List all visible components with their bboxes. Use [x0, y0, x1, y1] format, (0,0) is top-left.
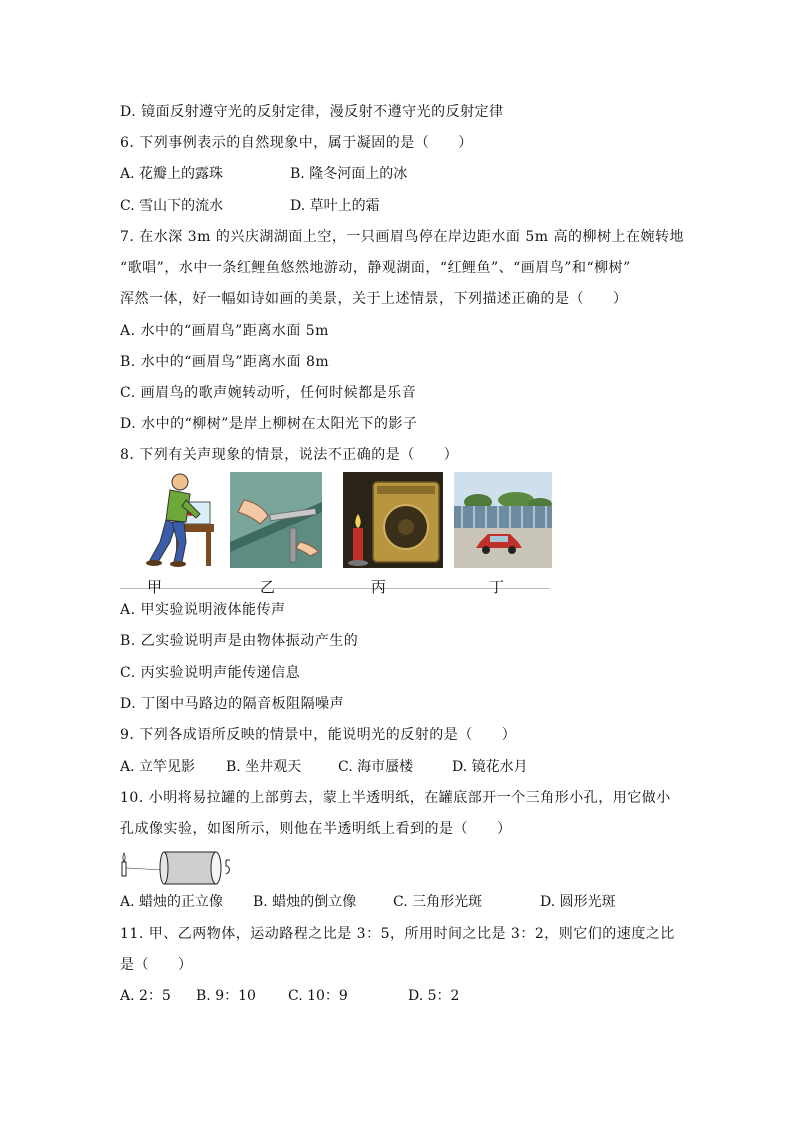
question-11-line-1: 11. 甲、乙两物体，运动路程之比是 3：5，所用时间之比是 3：2，则它们的速度之比	[120, 926, 675, 942]
q5-option-d: D. 镜面反射遵守光的反射定律，漫反射不遵守光的反射定律	[120, 104, 504, 120]
figure-yi-image	[230, 472, 322, 568]
question-11-line-2: 是（ ）	[120, 957, 193, 973]
figure-label-yi: 乙	[260, 578, 276, 596]
q6-option-a: A. 花瓣上的露珠	[120, 166, 224, 182]
question-6: 6. 下列事例表示的自然现象中，属于凝固的是（ ）	[120, 135, 473, 151]
q10-option-d: D. 圆形光斑	[540, 894, 616, 910]
q9-option-b: B. 坐井观天	[226, 759, 302, 775]
q9-option-d: D. 镜花水月	[452, 759, 528, 775]
q11-option-b: B. 9：10	[196, 988, 256, 1004]
question-9: 9. 下列各成语所反映的情景中，能说明光的反射的是（ ）	[120, 727, 517, 743]
figure-label-ding: 丁	[489, 578, 505, 596]
q9-option-c: C. 海市蜃楼	[338, 759, 414, 775]
pinhole-camera-diagram	[118, 846, 234, 886]
q11-option-a: A. 2：5	[120, 988, 171, 1004]
q11-option-c: C. 10：9	[288, 988, 348, 1004]
q8-option-c: C. 丙实验说明声能传递信息	[120, 665, 301, 681]
question-7-line-1: 7. 在水深 3m 的兴庆湖湖面上空，一只画眉鸟停在岸边距水面 5m 高的柳树上在婉转地	[120, 229, 684, 245]
q10-option-a: A. 蜡烛的正立像	[120, 894, 224, 910]
figure-bing-image	[343, 472, 443, 568]
q7-option-b: B. 水中的“画眉鸟”距离水面 8m	[120, 354, 330, 370]
figure-label-bing: 丙	[371, 578, 387, 596]
question-7-line-2: “歌唱”，水中一条红鲤鱼悠然地游动，静观湖面，“红鲤鱼”、“画眉鸟”和“柳树”	[120, 260, 631, 276]
q8-option-a: A. 甲实验说明液体能传声	[120, 602, 286, 618]
q6-option-b: B. 隆冬河面上的冰	[290, 166, 408, 182]
figure-baseline	[120, 588, 550, 589]
q7-option-d: D. 水中的“柳树”是岸上柳树在太阳光下的影子	[120, 416, 418, 432]
figure-ding-image	[454, 472, 552, 568]
q7-option-a: A. 水中的“画眉鸟”距离水面 5m	[120, 323, 329, 339]
q11-option-d: D. 5：2	[408, 988, 460, 1004]
q8-option-b: B. 乙实验说明声是由物体振动产生的	[120, 633, 359, 649]
q6-option-d: D. 草叶上的霜	[290, 198, 380, 214]
q7-option-c: C. 画眉鸟的歌声婉转动听，任何时候都是乐音	[120, 385, 417, 401]
question-10-line-1: 10. 小明将易拉罐的上部剪去，蒙上半透明纸，在罐底部开一个三角形小孔，用它做小	[120, 790, 671, 806]
question-10-line-2: 孔成像实验，如图所示，则他在半透明纸上看到的是（ ）	[120, 821, 512, 837]
q8-option-d: D. 丁图中马路边的隔音板阻隔噪声	[120, 696, 345, 712]
figure-jia-image	[120, 472, 216, 568]
question-7-line-3: 浑然一体，好一幅如诗如画的美景，关于上述情景，下列描述正确的是（ ）	[120, 291, 628, 307]
q10-option-c: C. 三角形光斑	[393, 894, 483, 910]
question-8: 8. 下列有关声现象的情景，说法不正确的是（ ）	[120, 447, 459, 463]
figure-label-jia: 甲	[147, 578, 163, 596]
q9-option-a: A. 立竿见影	[120, 759, 196, 775]
q10-option-b: B. 蜡烛的倒立像	[253, 894, 357, 910]
q6-option-c: C. 雪山下的流水	[120, 198, 224, 214]
